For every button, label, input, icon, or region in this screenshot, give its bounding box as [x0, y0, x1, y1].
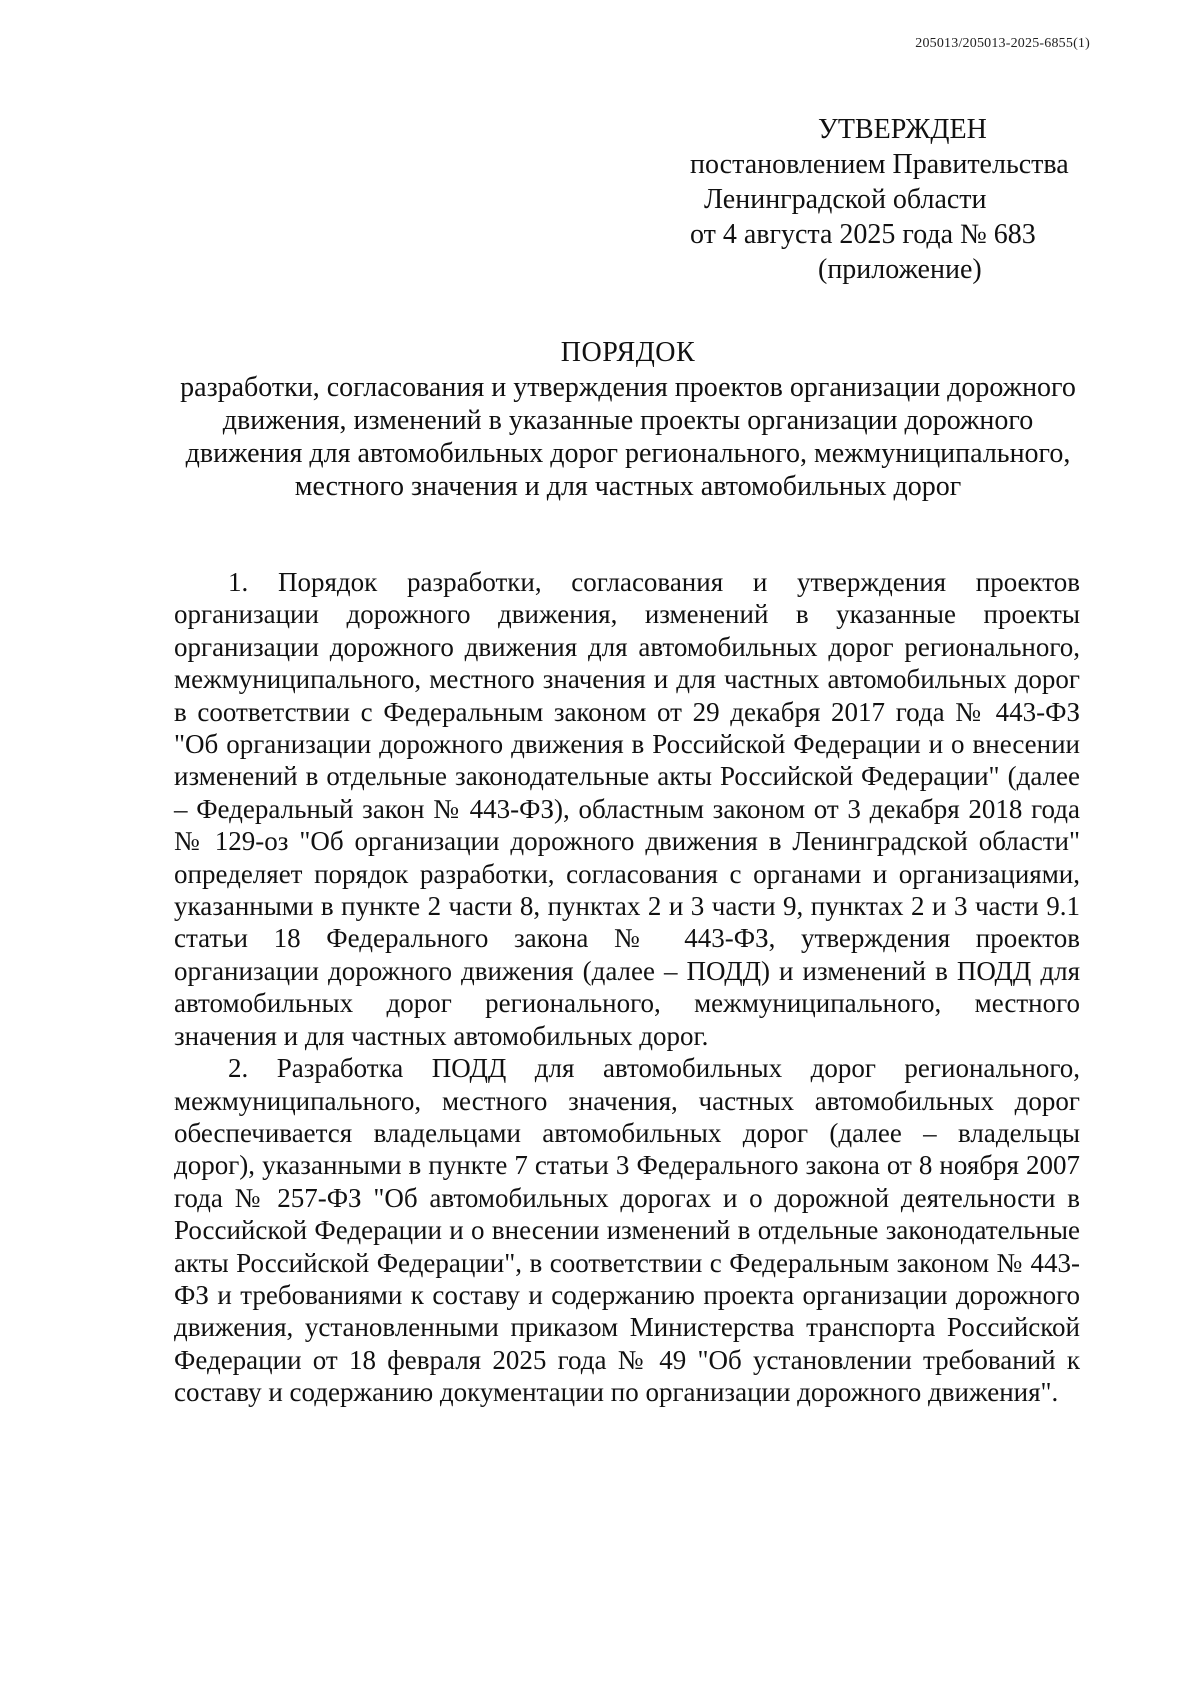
paragraph: 2. Разработка ПОДД для автомобильных дорог регионального, межмуниципального, местного значения, частных автомобильных дорог обеспечивается владельцами автомобильных дорог (далее – владельцы дорог), указанными в пункте 7 статьи 3 Федерального закона от 8 ноября 2007 года № 257-ФЗ "Об автомобильных дорогах и о дорожной деятельности в Российской Федерации и о внесении изменений в отдельные законодательные акты Российской Федерации", в соответствии с Федеральным законом № 443-ФЗ и требованиями к составу и содержанию проекта организации дорожного движения, установленными приказом Министерства транспорта Российской Федерации от 18 февраля 2025 года № 49 "Об установлении требований к составу и содержанию документации по организации дорожного движения".: [174, 1053, 1080, 1408]
document-subtitle: разработки, согласования и утверждения проектов организации дорожного движения, изменений в указанные проекты организации дорожного движения для автомобильных дорог регионального, межмуниципального, местного значения и для частных автомобильных дорог: [180, 372, 1076, 502]
approval-line: постановлением Правительства: [690, 149, 1069, 180]
approval-line: Ленинградской области: [704, 184, 987, 215]
approval-stamp: [690, 112, 1110, 287]
document-title: ПОРЯДОК: [560, 337, 696, 368]
document-body: [174, 566, 1080, 1409]
paragraph: 1. Порядок разработки, согласования и утверждения проектов организации дорожного движения, изменений в указанные проекты организации дорожного движения для автомобильных дорог регионального, межмуниципального, местного значения и для частных автомобильных дорог в соответствии с Федеральным законом от 29 декабря 2017 года № 443-ФЗ "Об организации дорожного движения в Российской Федерации и о внесении изменений в отдельные законодательные акты Российской Федерации" (далее – Федеральный закон № 443-ФЗ), областным законом от 3 декабря 2018 года № 129-оз "Об организации дорожного движения в Ленинградской области" определяет порядок разработки, согласования с органами и организациями, указанными в пункте 2 части 8, пунктах 2 и 3 части 9, пунктах 2 и 3 части 9.1 статьи 18 Федерального закона № 443-ФЗ, утверждения проектов организации дорожного движения (далее – ПОДД) и изменений в ПОДД для автомобильных дорог регионального, межмуниципального, местного значения и для частных автомобильных дорог.: [174, 567, 1080, 1051]
document-title-block: [172, 336, 1084, 503]
approval-appendix-note: (приложение): [818, 254, 982, 285]
approval-date-number: от 4 августа 2025 года № 683: [690, 219, 1036, 250]
approval-heading: УТВЕРЖДЕН: [818, 114, 987, 145]
document-id: 205013/205013-2025-6855(1): [915, 36, 1090, 51]
